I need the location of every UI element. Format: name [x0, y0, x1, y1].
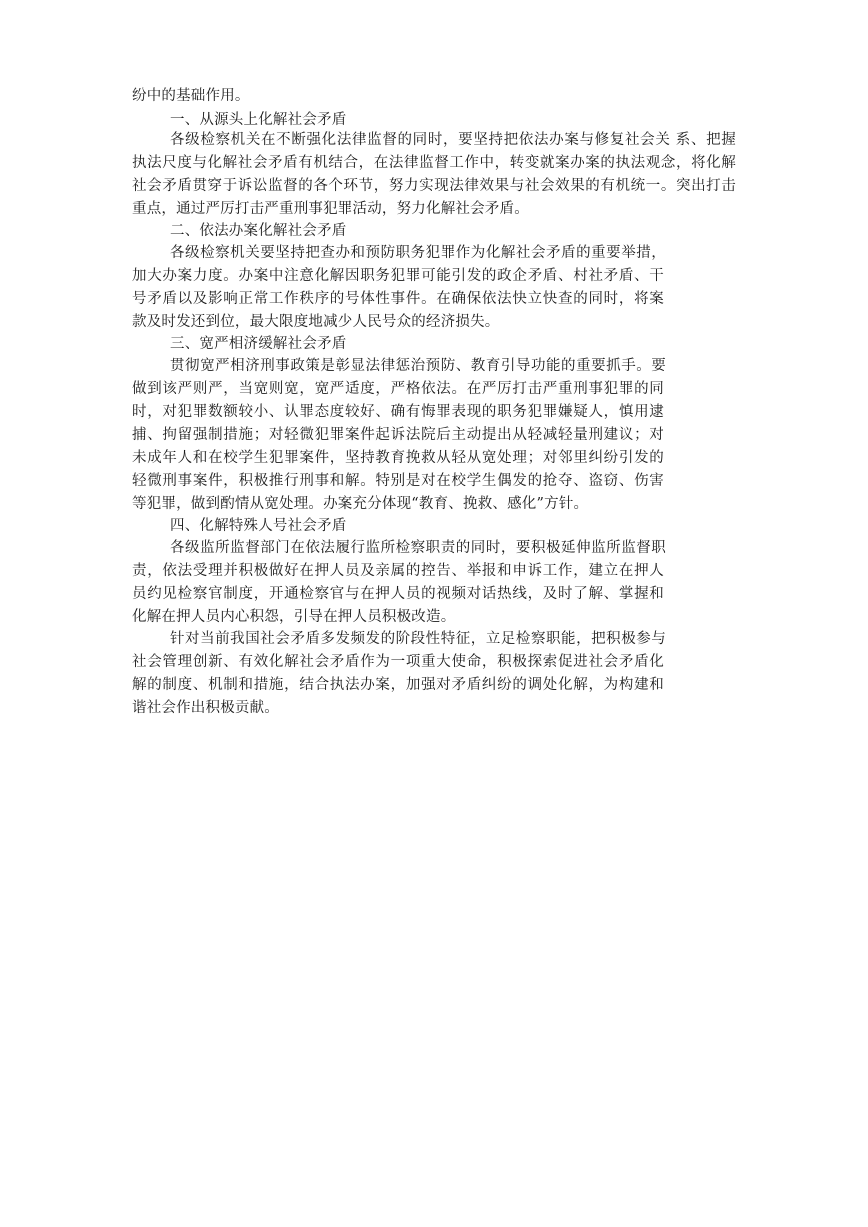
text-line: 贯彻宽严相济刑事政策是彰显法律惩治预防、教育引导功能的重要抓手。要 [170, 358, 666, 374]
text-line: 员约见检察官制度，开通检察官与在押人员的视频对话热线，及时了解、掌握和 [132, 586, 664, 602]
section-heading-3: 三、宽严相济缓解社会矛盾 [170, 336, 347, 352]
text-line: 化解在押人员内心积怨，引导在押人员积极改造。 [132, 609, 456, 625]
text-line: 解的制度、机制和措施，结合执法办案，加强对矛盾纠纷的调处化解，为构建和 [132, 677, 664, 693]
text-line: 重点，通过严厉打击严重刑事犯罪活动，努力化解社会矛盾。 [132, 201, 529, 217]
text-line: 针对当前我国社会矛盾多发频发的阶段性特征，立足检察职能，把积极参与 [170, 631, 666, 647]
text-line: 社会管理创新、有效化解社会矛盾作为一项重大使命，积极探索促进社会矛盾化 [132, 654, 664, 670]
text-line: 加大办案力度。办案中注意化解因职务犯罪可能引发的政企矛盾、村社矛盾、干 [132, 268, 664, 284]
text-line: 轻微刑事案件，积极推行刑事和解。特别是对在校学生偶发的抢夺、盗窃、伤害 [132, 473, 664, 489]
text-line: 款及时发还到位，最大限度地减少人民号众的经济损失。 [132, 314, 500, 330]
text-line: 各级检察机关要坚持把查办和预防职务犯罪作为化解社会矛盾的重要举措， [170, 245, 666, 261]
text-line: 号矛盾以及影响正常工作秩序的号体性事件。在确保依法快立快查的同时，将案 [132, 291, 664, 307]
section-heading-1: 一、从源头上化解社会矛盾 [170, 112, 347, 128]
text-line: 责，依法受理并积极做好在押人员及亲属的控告、举报和申诉工作，建立在押人 [132, 563, 664, 579]
text-line: 各级监所监督部门在依法履行监所检察职责的同时，要积极延伸监所监督职 [170, 540, 666, 556]
section-heading-4: 四、化解特殊人号社会矛盾 [170, 518, 347, 534]
text-line: 未成年人和在校学生犯罪案件，坚持教育挽救从轻从宽处理；对邻里纠纷引发的 [132, 450, 664, 466]
text-line: 等犯罪，做到酌情从宽处理。办案充分体现“教育、挽救、感化”方针。 [132, 496, 589, 512]
section-heading-2: 二、依法办案化解社会矛盾 [170, 223, 347, 239]
text-line: 各级检察机关在不断强化法律监督的同时，要坚持把依法办案与修复社会关 系、把握 [170, 132, 736, 148]
text-line: 执法尺度与化解社会矛盾有机结合，在法律监督工作中，转变就案办案的执法观念，将化解 [132, 155, 736, 171]
text-line: 纷中的基础作用。 [132, 88, 250, 104]
text-line: 社会矛盾贯穿于诉讼监督的各个环节，努力实现法律效果与社会效果的有机统一。突出打击 [132, 178, 736, 194]
text-line: 捕、拘留强制措施；对轻微犯罪案件起诉法院后主动提出从轻减轻量刑建议；对 [132, 427, 664, 443]
text-line: 做到该严则严，当宽则宽，宽严适度，严格依法。在严厉打击严重刑事犯罪的同 [132, 381, 664, 397]
text-line: 谐社会作出积极贡献。 [132, 700, 279, 716]
text-line: 时，对犯罪数额较小、认罪态度较好、确有悔罪表现的职务犯罪嫌疑人，慎用逮 [132, 404, 664, 420]
